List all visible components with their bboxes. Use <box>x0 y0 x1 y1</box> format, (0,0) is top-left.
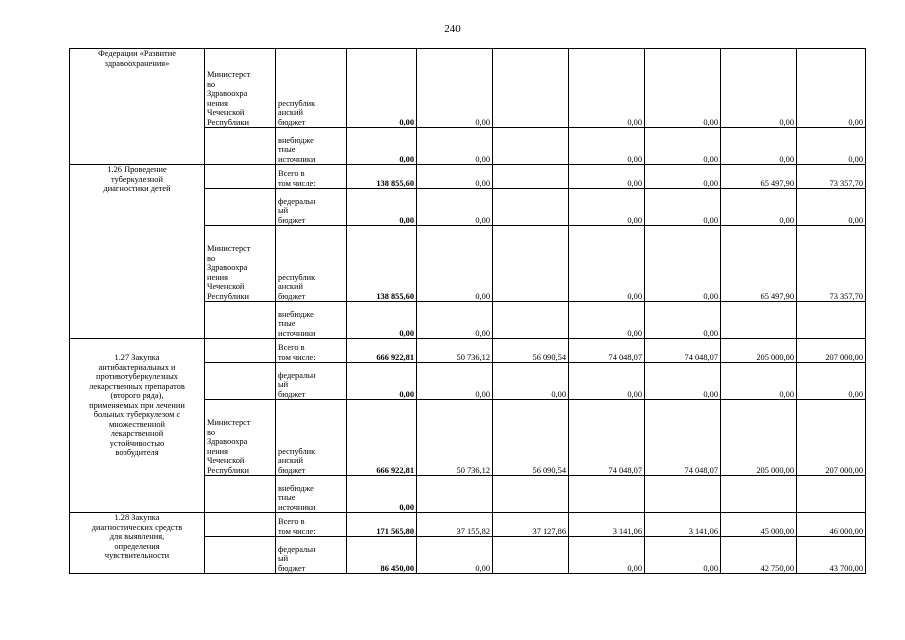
value-cell: 0,00 <box>417 189 493 226</box>
value-cell: 50 736,12 <box>417 400 493 476</box>
value-cell: 0,00 <box>417 226 493 302</box>
value-cell: 0,00 <box>797 128 866 165</box>
value-cell: 0,00 <box>417 537 493 574</box>
value-cell: 0,00 <box>797 363 866 400</box>
value-cell: 0,00 <box>721 49 797 128</box>
agency-cell <box>205 128 276 165</box>
program-cell: 1.26 Проведение туберкулезной диагностики детей <box>70 165 205 339</box>
value-cell: 0,00 <box>721 128 797 165</box>
source-cell: Всего в том числе: <box>276 165 347 189</box>
program-cell: 1.28 Закупка диагностических средств для выявления, определения чувствительности <box>70 513 205 574</box>
source-cell: Всего в том числе: <box>276 339 347 363</box>
value-cell: 0,00 <box>417 165 493 189</box>
budget-table <box>69 48 866 574</box>
value-cell: 86 450,00 <box>347 537 417 574</box>
value-cell <box>493 165 569 189</box>
value-cell: 73 357,70 <box>797 165 866 189</box>
value-cell: 0,00 <box>347 363 417 400</box>
value-cell: 0,00 <box>569 49 645 128</box>
value-cell: 37 155,82 <box>417 513 493 537</box>
value-cell <box>721 476 797 513</box>
value-cell <box>493 49 569 128</box>
value-cell: 74 048,07 <box>645 400 721 476</box>
value-cell <box>569 476 645 513</box>
agency-cell <box>205 165 276 189</box>
source-cell: Всего в том числе: <box>276 513 347 537</box>
source-cell: федеральн ый бюджет <box>276 537 347 574</box>
value-cell <box>797 476 866 513</box>
value-cell: 3 141,06 <box>569 513 645 537</box>
value-cell: 0,00 <box>645 302 721 339</box>
value-cell: 0,00 <box>493 363 569 400</box>
value-cell: 0,00 <box>347 302 417 339</box>
value-cell: 74 048,07 <box>645 339 721 363</box>
value-cell: 74 048,07 <box>569 400 645 476</box>
value-cell: 138 855,60 <box>347 226 417 302</box>
value-cell: 138 855,60 <box>347 165 417 189</box>
value-cell <box>493 302 569 339</box>
value-cell <box>493 476 569 513</box>
source-cell: федеральн ый бюджет <box>276 363 347 400</box>
agency-cell: Министерст во Здравоохра нения Чеченской Республики <box>205 226 276 302</box>
value-cell: 50 736,12 <box>417 339 493 363</box>
value-cell: 666 922,81 <box>347 400 417 476</box>
agency-cell <box>205 339 276 363</box>
table-row <box>70 339 866 363</box>
value-cell: 0,00 <box>347 189 417 226</box>
value-cell: 0,00 <box>569 165 645 189</box>
agency-cell: Министерст во Здравоохра нения Чеченской Республики <box>205 49 276 128</box>
value-cell <box>797 302 866 339</box>
value-cell <box>493 128 569 165</box>
value-cell: 205 000,00 <box>721 400 797 476</box>
value-cell: 56 090,54 <box>493 400 569 476</box>
table-row <box>70 513 866 537</box>
value-cell: 0,00 <box>417 49 493 128</box>
value-cell: 45 000,00 <box>721 513 797 537</box>
value-cell: 0,00 <box>569 537 645 574</box>
value-cell: 0,00 <box>417 302 493 339</box>
value-cell: 0,00 <box>645 537 721 574</box>
page-number: 240 <box>444 23 461 35</box>
value-cell: 207 000,00 <box>797 339 866 363</box>
agency-cell <box>205 513 276 537</box>
value-cell: 0,00 <box>645 189 721 226</box>
value-cell <box>493 537 569 574</box>
value-cell: 666 922,81 <box>347 339 417 363</box>
source-cell: внебюдже тные источники <box>276 476 347 513</box>
value-cell: 43 700,00 <box>797 537 866 574</box>
value-cell: 0,00 <box>347 476 417 513</box>
value-cell: 207 000,00 <box>797 400 866 476</box>
source-cell: внебюдже тные источники <box>276 128 347 165</box>
value-cell: 42 750,00 <box>721 537 797 574</box>
agency-cell <box>205 363 276 400</box>
value-cell: 0,00 <box>645 49 721 128</box>
value-cell: 0,00 <box>569 302 645 339</box>
program-cell: Федерации «Развитие здравоохранения» <box>70 49 205 165</box>
value-cell: 0,00 <box>569 189 645 226</box>
value-cell <box>493 226 569 302</box>
value-cell: 0,00 <box>569 226 645 302</box>
value-cell: 3 141,06 <box>645 513 721 537</box>
agency-cell <box>205 476 276 513</box>
table-row <box>70 49 866 128</box>
table-row <box>70 165 866 189</box>
source-cell: республик анский бюджет <box>276 226 347 302</box>
value-cell: 37 127,86 <box>493 513 569 537</box>
value-cell: 65 497,90 <box>721 165 797 189</box>
program-cell: 1.27 Закупка антибактериальных и противотуберкулезных лекарственных препаратов (второго ряда), применяемых при лечении больных туберкулезом с множественной лекарственной устойчивостью возбудителя <box>70 339 205 513</box>
value-cell: 205 000,00 <box>721 339 797 363</box>
source-cell: федеральн ый бюджет <box>276 189 347 226</box>
value-cell <box>721 302 797 339</box>
value-cell: 0,00 <box>645 165 721 189</box>
value-cell: 73 357,70 <box>797 226 866 302</box>
value-cell: 0,00 <box>417 128 493 165</box>
value-cell: 0,00 <box>569 363 645 400</box>
value-cell: 0,00 <box>721 189 797 226</box>
value-cell: 0,00 <box>347 128 417 165</box>
value-cell: 0,00 <box>645 226 721 302</box>
value-cell <box>493 189 569 226</box>
agency-cell <box>205 537 276 574</box>
value-cell: 46 000,00 <box>797 513 866 537</box>
source-cell: республик анский бюджет <box>276 400 347 476</box>
value-cell <box>645 476 721 513</box>
value-cell: 0,00 <box>645 128 721 165</box>
value-cell: 0,00 <box>347 49 417 128</box>
source-cell: внебюдже тные источники <box>276 302 347 339</box>
value-cell: 0,00 <box>645 363 721 400</box>
agency-cell: Министерст во Здравоохра нения Чеченской Республики <box>205 400 276 476</box>
agency-cell <box>205 189 276 226</box>
value-cell: 0,00 <box>721 363 797 400</box>
value-cell: 171 565,80 <box>347 513 417 537</box>
value-cell: 74 048,07 <box>569 339 645 363</box>
value-cell: 0,00 <box>417 363 493 400</box>
value-cell: 0,00 <box>797 189 866 226</box>
value-cell: 0,00 <box>797 49 866 128</box>
value-cell <box>417 476 493 513</box>
value-cell: 0,00 <box>569 128 645 165</box>
source-cell: республик анский бюджет <box>276 49 347 128</box>
agency-cell <box>205 302 276 339</box>
value-cell: 56 090,54 <box>493 339 569 363</box>
value-cell: 65 497,90 <box>721 226 797 302</box>
